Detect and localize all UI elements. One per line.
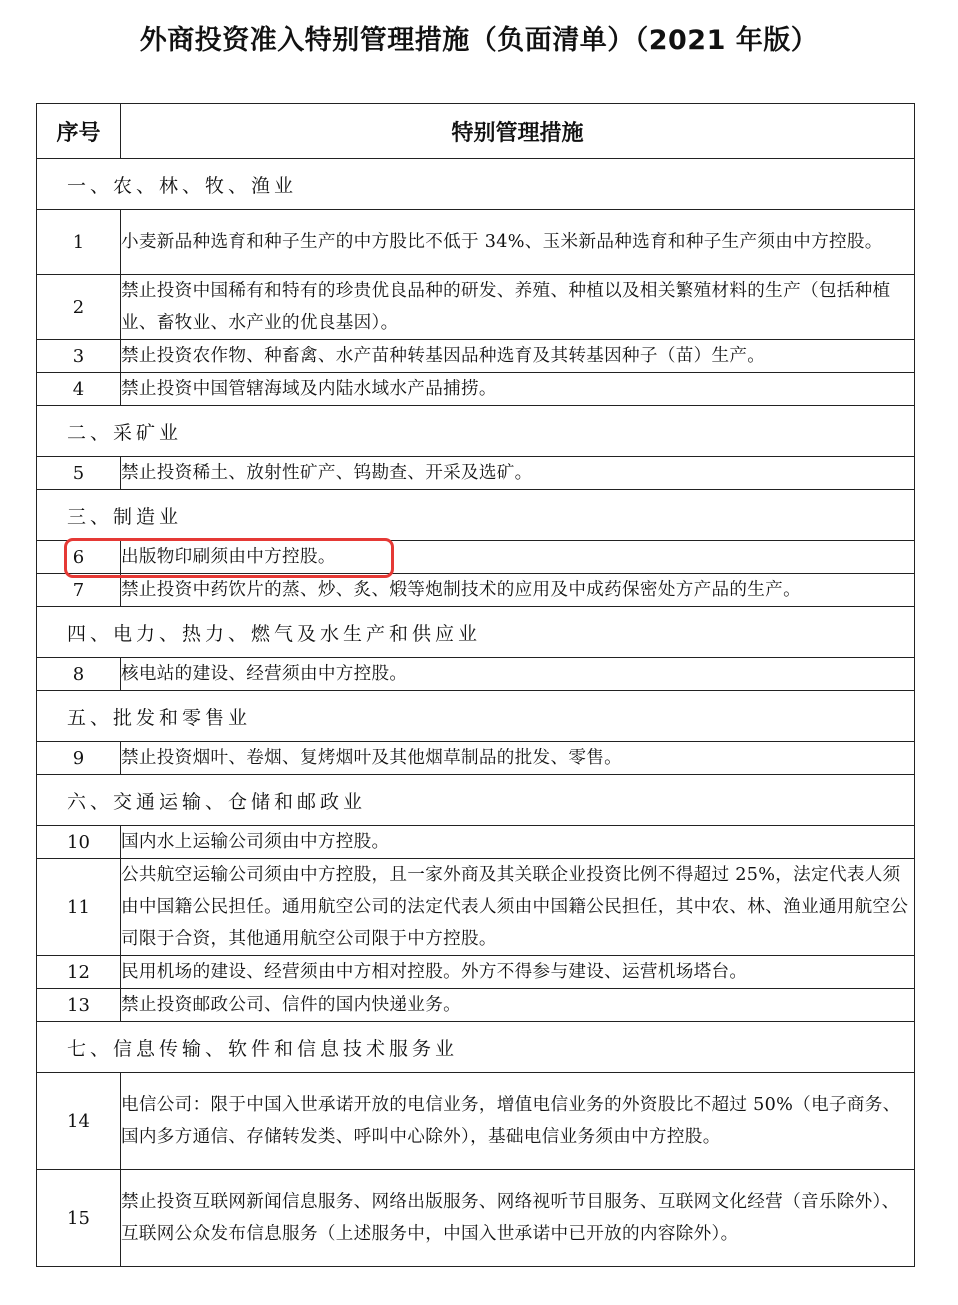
- row-measure-text: 禁止投资互联网新闻信息服务、网络出版服务、网络视听节目服务、互联网文化经营（音乐除外）、互联网公众发布信息服务（上述服务中，中国入世承诺中已开放的内容除外）。: [121, 1170, 915, 1267]
- section-heading: 六、交通运输、仓储和邮政业: [37, 775, 915, 826]
- row-measure-text: 禁止投资稀土、放射性矿产、钨勘查、开采及选矿。: [121, 457, 915, 490]
- section-heading: 七、信息传输、软件和信息技术服务业: [37, 1022, 915, 1073]
- row-serial-number: 15: [37, 1170, 121, 1267]
- row-serial-number: 8: [37, 658, 121, 691]
- row-serial-number: 13: [37, 989, 121, 1022]
- section-heading: 一、农、林、牧、渔业: [37, 159, 915, 210]
- section-heading: 二、采矿业: [37, 406, 915, 457]
- table-row: [37, 1073, 915, 1170]
- row-measure-text: 出版物印刷须由中方控股。: [121, 541, 915, 574]
- table-row: [37, 826, 915, 859]
- row-measure-text: 电信公司：限于中国入世承诺开放的电信业务，增值电信业务的外资股比不超过 50%（电子商务、国内多方通信、存储转发类、呼叫中心除外），基础电信业务须由中方控股。: [121, 1073, 915, 1170]
- row-measure-text: 禁止投资农作物、种畜禽、水产苗种转基因品种选育及其转基因种子（苗）生产。: [121, 340, 915, 373]
- row-serial-number: 1: [37, 210, 121, 275]
- row-serial-number: 3: [37, 340, 121, 373]
- section-row: [37, 1022, 915, 1073]
- section-row: [37, 607, 915, 658]
- section-row: [37, 691, 915, 742]
- row-serial-number: 6: [37, 541, 121, 574]
- table-body: [37, 159, 915, 1267]
- table-row: [37, 373, 915, 406]
- row-measure-text: 民用机场的建设、经营须由中方相对控股。外方不得参与建设、运营机场塔台。: [121, 956, 915, 989]
- row-serial-number: 12: [37, 956, 121, 989]
- header-serial-number: 序号: [37, 104, 121, 159]
- row-measure-text: 公共航空运输公司须由中方控股，且一家外商及其关联企业投资比例不得超过 25%，法定代表人须由中国籍公民担任。通用航空公司的法定代表人须由中国籍公民担任，其中农、林、渔业通用航空公司限于合资，其他通用航空公司限于中方控股。: [121, 859, 915, 956]
- table-row: [37, 989, 915, 1022]
- row-serial-number: 9: [37, 742, 121, 775]
- document-title: 外商投资准入特别管理措施（负面清单）（2021 年版）: [139, 25, 819, 56]
- section-row: [37, 775, 915, 826]
- negative-list-table: [36, 103, 915, 1267]
- table-row: [37, 859, 915, 956]
- table-row: [37, 457, 915, 490]
- row-measure-text: 禁止投资烟叶、卷烟、复烤烟叶及其他烟草制品的批发、零售。: [121, 742, 915, 775]
- row-serial-number: 14: [37, 1073, 121, 1170]
- table-row: [37, 275, 915, 340]
- row-measure-text: 核电站的建设、经营须由中方控股。: [121, 658, 915, 691]
- table-header-row: [37, 104, 915, 159]
- row-serial-number: 2: [37, 275, 121, 340]
- section-row: [37, 159, 915, 210]
- row-measure-text: 国内水上运输公司须由中方控股。: [121, 826, 915, 859]
- table-row: [37, 541, 915, 574]
- row-serial-number: 5: [37, 457, 121, 490]
- row-serial-number: 10: [37, 826, 121, 859]
- table-row: [37, 742, 915, 775]
- section-row: [37, 490, 915, 541]
- header-special-measures: 特别管理措施: [121, 104, 915, 159]
- row-measure-text: 禁止投资邮政公司、信件的国内快递业务。: [121, 989, 915, 1022]
- section-heading: 三、制造业: [37, 490, 915, 541]
- row-serial-number: 11: [37, 859, 121, 956]
- table-row: [37, 340, 915, 373]
- table-row: [37, 956, 915, 989]
- row-measure-text: 禁止投资中国稀有和特有的珍贵优良品种的研发、养殖、种植以及相关繁殖材料的生产（包括种植业、畜牧业、水产业的优良基因）。: [121, 275, 915, 340]
- table-row: [37, 210, 915, 275]
- row-measure-text: 禁止投资中药饮片的蒸、炒、炙、煅等炮制技术的应用及中成药保密处方产品的生产。: [121, 574, 915, 607]
- row-serial-number: 7: [37, 574, 121, 607]
- section-heading: 五、批发和零售业: [37, 691, 915, 742]
- row-serial-number: 4: [37, 373, 121, 406]
- table-row: [37, 1170, 915, 1267]
- table-row: [37, 574, 915, 607]
- table-row: [37, 658, 915, 691]
- row-measure-text: 禁止投资中国管辖海域及内陆水域水产品捕捞。: [121, 373, 915, 406]
- section-heading: 四、电力、热力、燃气及水生产和供应业: [37, 607, 915, 658]
- row-measure-text: 小麦新品种选育和种子生产的中方股比不低于 34%、玉米新品种选育和种子生产须由中方控股。: [121, 210, 915, 275]
- section-row: [37, 406, 915, 457]
